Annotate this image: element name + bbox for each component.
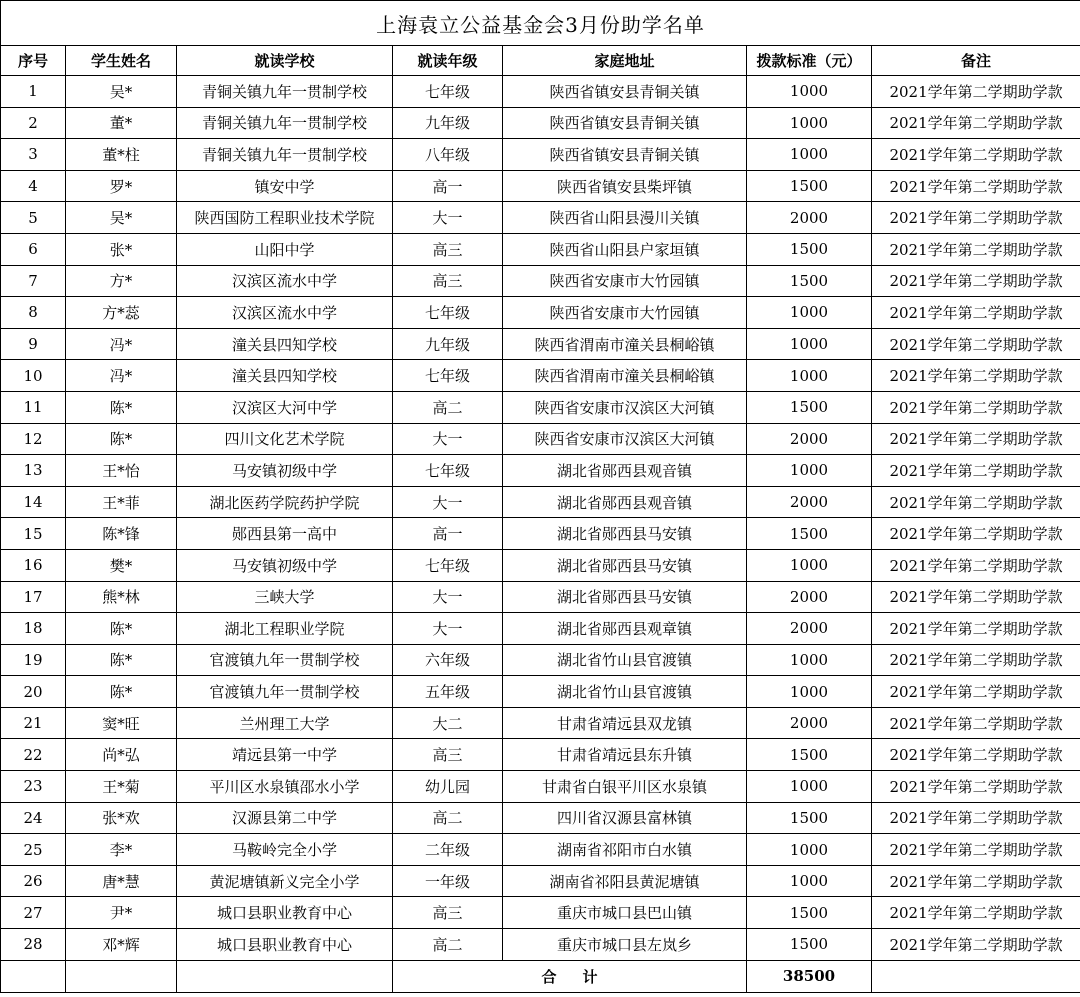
cell-grade: 高三 xyxy=(393,265,503,297)
table-row xyxy=(1,581,1080,613)
cell-address: 陕西省安康市汉滨区大河镇 xyxy=(503,391,747,423)
cell-grade: 高一 xyxy=(393,170,503,202)
cell-amount: 1000 xyxy=(747,139,872,171)
cell-school: 潼关县四知学校 xyxy=(177,360,393,392)
cell-student-name: 陈* xyxy=(66,644,177,676)
cell-amount: 1000 xyxy=(747,644,872,676)
cell-amount: 1000 xyxy=(747,360,872,392)
cell-amount: 1000 xyxy=(747,76,872,108)
cell-school: 官渡镇九年一贯制学校 xyxy=(177,676,393,708)
cell-amount: 1500 xyxy=(747,739,872,771)
cell-index: 27 xyxy=(1,897,66,929)
cell-grade: 大一 xyxy=(393,581,503,613)
cell-index: 4 xyxy=(1,170,66,202)
cell-school: 官渡镇九年一贯制学校 xyxy=(177,644,393,676)
cell-amount: 2000 xyxy=(747,202,872,234)
table-row xyxy=(1,518,1080,550)
table-row xyxy=(1,328,1080,360)
cell-school: 陕西国防工程职业技术学院 xyxy=(177,202,393,234)
cell-remark: 2021学年第二学期助学款 xyxy=(872,834,1080,866)
cell-address: 陕西省安康市大竹园镇 xyxy=(503,297,747,329)
cell-grade: 大一 xyxy=(393,423,503,455)
cell-amount: 1000 xyxy=(747,771,872,803)
cell-school: 青铜关镇九年一贯制学校 xyxy=(177,107,393,139)
header-address: 家庭地址 xyxy=(503,46,747,76)
cell-amount: 1500 xyxy=(747,897,872,929)
table-row xyxy=(1,202,1080,234)
cell-address: 湖北省郧西县马安镇 xyxy=(503,518,747,550)
table-row xyxy=(1,707,1080,739)
cell-school: 湖北工程职业学院 xyxy=(177,613,393,645)
total-empty-cell xyxy=(1,960,66,992)
table-row xyxy=(1,613,1080,645)
cell-student-name: 王*菊 xyxy=(66,771,177,803)
cell-index: 24 xyxy=(1,802,66,834)
cell-amount: 1500 xyxy=(747,265,872,297)
cell-address: 湖北省郧西县马安镇 xyxy=(503,549,747,581)
cell-school: 潼关县四知学校 xyxy=(177,328,393,360)
table-body xyxy=(1,76,1080,961)
cell-index: 3 xyxy=(1,139,66,171)
cell-school: 马鞍岭完全小学 xyxy=(177,834,393,866)
cell-student-name: 尹* xyxy=(66,897,177,929)
cell-address: 湖北省郧西县观音镇 xyxy=(503,455,747,487)
cell-remark: 2021学年第二学期助学款 xyxy=(872,328,1080,360)
cell-grade: 高三 xyxy=(393,233,503,265)
cell-school: 青铜关镇九年一贯制学校 xyxy=(177,76,393,108)
cell-address: 陕西省山阳县户家垣镇 xyxy=(503,233,747,265)
cell-amount: 2000 xyxy=(747,613,872,645)
cell-remark: 2021学年第二学期助学款 xyxy=(872,739,1080,771)
cell-index: 9 xyxy=(1,328,66,360)
cell-remark: 2021学年第二学期助学款 xyxy=(872,202,1080,234)
cell-school: 汉滨区流水中学 xyxy=(177,265,393,297)
cell-address: 陕西省渭南市潼关县桐峪镇 xyxy=(503,360,747,392)
cell-student-name: 陈* xyxy=(66,613,177,645)
cell-grade: 高二 xyxy=(393,391,503,423)
cell-index: 10 xyxy=(1,360,66,392)
cell-student-name: 董* xyxy=(66,107,177,139)
cell-grade: 大一 xyxy=(393,613,503,645)
cell-student-name: 罗* xyxy=(66,170,177,202)
cell-grade: 一年级 xyxy=(393,865,503,897)
cell-school: 平川区水泉镇邵水小学 xyxy=(177,771,393,803)
cell-address: 湖南省祁阳市白水镇 xyxy=(503,834,747,866)
cell-grade: 大二 xyxy=(393,707,503,739)
cell-amount: 1000 xyxy=(747,834,872,866)
cell-grade: 二年级 xyxy=(393,834,503,866)
cell-address: 陕西省山阳县漫川关镇 xyxy=(503,202,747,234)
total-label-text: 合计 xyxy=(541,967,624,986)
table-row xyxy=(1,897,1080,929)
cell-remark: 2021学年第二学期助学款 xyxy=(872,581,1080,613)
cell-student-name: 陈* xyxy=(66,676,177,708)
cell-student-name: 熊*林 xyxy=(66,581,177,613)
cell-index: 28 xyxy=(1,929,66,961)
cell-index: 8 xyxy=(1,297,66,329)
cell-remark: 2021学年第二学期助学款 xyxy=(872,929,1080,961)
cell-student-name: 陈* xyxy=(66,423,177,455)
cell-grade: 七年级 xyxy=(393,455,503,487)
cell-index: 2 xyxy=(1,107,66,139)
cell-address: 四川省汉源县富林镇 xyxy=(503,802,747,834)
cell-index: 12 xyxy=(1,423,66,455)
table-row xyxy=(1,865,1080,897)
cell-amount: 2000 xyxy=(747,486,872,518)
table-row xyxy=(1,139,1080,171)
table-row xyxy=(1,360,1080,392)
table-row xyxy=(1,644,1080,676)
cell-school: 靖远县第一中学 xyxy=(177,739,393,771)
table-row xyxy=(1,455,1080,487)
cell-student-name: 方*蕊 xyxy=(66,297,177,329)
total-empty-cell xyxy=(872,960,1080,992)
cell-address: 湖南省祁阳县黄泥塘镇 xyxy=(503,865,747,897)
cell-amount: 1500 xyxy=(747,170,872,202)
cell-remark: 2021学年第二学期助学款 xyxy=(872,897,1080,929)
cell-remark: 2021学年第二学期助学款 xyxy=(872,613,1080,645)
cell-grade: 八年级 xyxy=(393,139,503,171)
cell-grade: 七年级 xyxy=(393,76,503,108)
cell-address: 湖北省竹山县官渡镇 xyxy=(503,644,747,676)
cell-student-name: 张*欢 xyxy=(66,802,177,834)
cell-amount: 1000 xyxy=(747,549,872,581)
cell-index: 5 xyxy=(1,202,66,234)
cell-school: 兰州理工大学 xyxy=(177,707,393,739)
cell-index: 13 xyxy=(1,455,66,487)
cell-amount: 1500 xyxy=(747,929,872,961)
cell-student-name: 吴* xyxy=(66,76,177,108)
table-row xyxy=(1,265,1080,297)
cell-school: 汉源县第二中学 xyxy=(177,802,393,834)
cell-address: 湖北省郧西县观章镇 xyxy=(503,613,747,645)
cell-amount: 2000 xyxy=(747,423,872,455)
cell-grade: 七年级 xyxy=(393,360,503,392)
cell-address: 陕西省镇安县青铜关镇 xyxy=(503,139,747,171)
total-empty-cell xyxy=(177,960,393,992)
header-school: 就读学校 xyxy=(177,46,393,76)
cell-amount: 1000 xyxy=(747,107,872,139)
cell-grade: 高一 xyxy=(393,518,503,550)
cell-amount: 1000 xyxy=(747,676,872,708)
cell-amount: 1500 xyxy=(747,802,872,834)
cell-remark: 2021学年第二学期助学款 xyxy=(872,360,1080,392)
cell-school: 湖北医药学院药护学院 xyxy=(177,486,393,518)
cell-grade: 五年级 xyxy=(393,676,503,708)
cell-remark: 2021学年第二学期助学款 xyxy=(872,297,1080,329)
cell-amount: 2000 xyxy=(747,707,872,739)
cell-grade: 高二 xyxy=(393,929,503,961)
cell-index: 20 xyxy=(1,676,66,708)
title-row xyxy=(1,1,1080,46)
cell-remark: 2021学年第二学期助学款 xyxy=(872,265,1080,297)
cell-index: 15 xyxy=(1,518,66,550)
table-row xyxy=(1,423,1080,455)
total-label xyxy=(393,960,747,992)
cell-remark: 2021学年第二学期助学款 xyxy=(872,486,1080,518)
cell-grade: 高三 xyxy=(393,739,503,771)
table-row xyxy=(1,297,1080,329)
cell-grade: 九年级 xyxy=(393,328,503,360)
cell-address: 甘肃省白银平川区水泉镇 xyxy=(503,771,747,803)
cell-address: 重庆市城口县巴山镇 xyxy=(503,897,747,929)
cell-remark: 2021学年第二学期助学款 xyxy=(872,549,1080,581)
cell-grade: 幼儿园 xyxy=(393,771,503,803)
header-amount: 拨款标准（元） xyxy=(747,46,872,76)
cell-student-name: 李* xyxy=(66,834,177,866)
cell-remark: 2021学年第二学期助学款 xyxy=(872,802,1080,834)
table-row xyxy=(1,802,1080,834)
table-row xyxy=(1,739,1080,771)
cell-address: 陕西省安康市大竹园镇 xyxy=(503,265,747,297)
cell-grade: 高三 xyxy=(393,897,503,929)
cell-address: 陕西省镇安县青铜关镇 xyxy=(503,76,747,108)
cell-remark: 2021学年第二学期助学款 xyxy=(872,676,1080,708)
cell-index: 23 xyxy=(1,771,66,803)
cell-school: 四川文化艺术学院 xyxy=(177,423,393,455)
header-index: 序号 xyxy=(1,46,66,76)
cell-remark: 2021学年第二学期助学款 xyxy=(872,423,1080,455)
cell-grade: 七年级 xyxy=(393,297,503,329)
cell-address: 陕西省镇安县柴坪镇 xyxy=(503,170,747,202)
cell-address: 重庆市城口县左岚乡 xyxy=(503,929,747,961)
cell-school: 汉滨区大河中学 xyxy=(177,391,393,423)
cell-index: 1 xyxy=(1,76,66,108)
cell-amount: 1000 xyxy=(747,455,872,487)
cell-index: 19 xyxy=(1,644,66,676)
cell-index: 14 xyxy=(1,486,66,518)
table-row xyxy=(1,233,1080,265)
total-row xyxy=(1,960,1080,992)
header-remark: 备注 xyxy=(872,46,1080,76)
cell-grade: 大一 xyxy=(393,202,503,234)
cell-remark: 2021学年第二学期助学款 xyxy=(872,771,1080,803)
cell-amount: 1000 xyxy=(747,328,872,360)
table-row xyxy=(1,76,1080,108)
cell-address: 湖北省郧西县观音镇 xyxy=(503,486,747,518)
cell-school: 马安镇初级中学 xyxy=(177,549,393,581)
cell-remark: 2021学年第二学期助学款 xyxy=(872,391,1080,423)
cell-remark: 2021学年第二学期助学款 xyxy=(872,518,1080,550)
cell-remark: 2021学年第二学期助学款 xyxy=(872,107,1080,139)
cell-student-name: 董*柱 xyxy=(66,139,177,171)
table-row xyxy=(1,170,1080,202)
cell-address: 湖北省竹山县官渡镇 xyxy=(503,676,747,708)
cell-remark: 2021学年第二学期助学款 xyxy=(872,170,1080,202)
table-row xyxy=(1,549,1080,581)
cell-index: 25 xyxy=(1,834,66,866)
cell-student-name: 吴* xyxy=(66,202,177,234)
table-row xyxy=(1,771,1080,803)
header-student-name: 学生姓名 xyxy=(66,46,177,76)
cell-address: 甘肃省靖远县东升镇 xyxy=(503,739,747,771)
cell-remark: 2021学年第二学期助学款 xyxy=(872,865,1080,897)
cell-student-name: 樊* xyxy=(66,549,177,581)
cell-remark: 2021学年第二学期助学款 xyxy=(872,233,1080,265)
cell-student-name: 冯* xyxy=(66,328,177,360)
cell-school: 三峡大学 xyxy=(177,581,393,613)
total-amount: 38500 xyxy=(747,960,872,992)
cell-grade: 高二 xyxy=(393,802,503,834)
cell-address: 甘肃省靖远县双龙镇 xyxy=(503,707,747,739)
cell-student-name: 方* xyxy=(66,265,177,297)
table-row xyxy=(1,486,1080,518)
cell-school: 镇安中学 xyxy=(177,170,393,202)
cell-index: 21 xyxy=(1,707,66,739)
cell-remark: 2021学年第二学期助学款 xyxy=(872,644,1080,676)
cell-amount: 1000 xyxy=(747,297,872,329)
cell-index: 11 xyxy=(1,391,66,423)
cell-student-name: 王*菲 xyxy=(66,486,177,518)
cell-student-name: 唐*慧 xyxy=(66,865,177,897)
table-row xyxy=(1,391,1080,423)
cell-index: 17 xyxy=(1,581,66,613)
cell-school: 青铜关镇九年一贯制学校 xyxy=(177,139,393,171)
cell-school: 黄泥塘镇新义完全小学 xyxy=(177,865,393,897)
cell-grade: 九年级 xyxy=(393,107,503,139)
table-row xyxy=(1,107,1080,139)
cell-remark: 2021学年第二学期助学款 xyxy=(872,76,1080,108)
table-row xyxy=(1,929,1080,961)
cell-index: 26 xyxy=(1,865,66,897)
cell-student-name: 尚*弘 xyxy=(66,739,177,771)
table-row xyxy=(1,834,1080,866)
cell-index: 18 xyxy=(1,613,66,645)
cell-remark: 2021学年第二学期助学款 xyxy=(872,707,1080,739)
cell-school: 马安镇初级中学 xyxy=(177,455,393,487)
table-row xyxy=(1,676,1080,708)
cell-grade: 六年级 xyxy=(393,644,503,676)
table-title: 上海袁立公益基金会3月份助学名单 xyxy=(1,1,1080,46)
cell-address: 陕西省镇安县青铜关镇 xyxy=(503,107,747,139)
cell-school: 山阳中学 xyxy=(177,233,393,265)
cell-grade: 大一 xyxy=(393,486,503,518)
cell-student-name: 邓*辉 xyxy=(66,929,177,961)
cell-student-name: 窦*旺 xyxy=(66,707,177,739)
cell-student-name: 王*怡 xyxy=(66,455,177,487)
cell-index: 22 xyxy=(1,739,66,771)
cell-remark: 2021学年第二学期助学款 xyxy=(872,139,1080,171)
cell-student-name: 冯* xyxy=(66,360,177,392)
cell-address: 陕西省渭南市潼关县桐峪镇 xyxy=(503,328,747,360)
cell-index: 16 xyxy=(1,549,66,581)
cell-amount: 1000 xyxy=(747,865,872,897)
cell-student-name: 陈* xyxy=(66,391,177,423)
cell-amount: 1500 xyxy=(747,391,872,423)
cell-address: 陕西省安康市汉滨区大河镇 xyxy=(503,423,747,455)
cell-index: 7 xyxy=(1,265,66,297)
header-row xyxy=(1,46,1080,76)
cell-school: 城口县职业教育中心 xyxy=(177,929,393,961)
cell-index: 6 xyxy=(1,233,66,265)
cell-school: 汉滨区流水中学 xyxy=(177,297,393,329)
cell-address: 湖北省郧西县马安镇 xyxy=(503,581,747,613)
cell-school: 郧西县第一高中 xyxy=(177,518,393,550)
header-grade: 就读年级 xyxy=(393,46,503,76)
cell-amount: 1500 xyxy=(747,518,872,550)
cell-student-name: 陈*锋 xyxy=(66,518,177,550)
cell-amount: 2000 xyxy=(747,581,872,613)
total-empty-cell xyxy=(66,960,177,992)
cell-student-name: 张* xyxy=(66,233,177,265)
cell-amount: 1500 xyxy=(747,233,872,265)
cell-school: 城口县职业教育中心 xyxy=(177,897,393,929)
cell-grade: 七年级 xyxy=(393,549,503,581)
cell-remark: 2021学年第二学期助学款 xyxy=(872,455,1080,487)
